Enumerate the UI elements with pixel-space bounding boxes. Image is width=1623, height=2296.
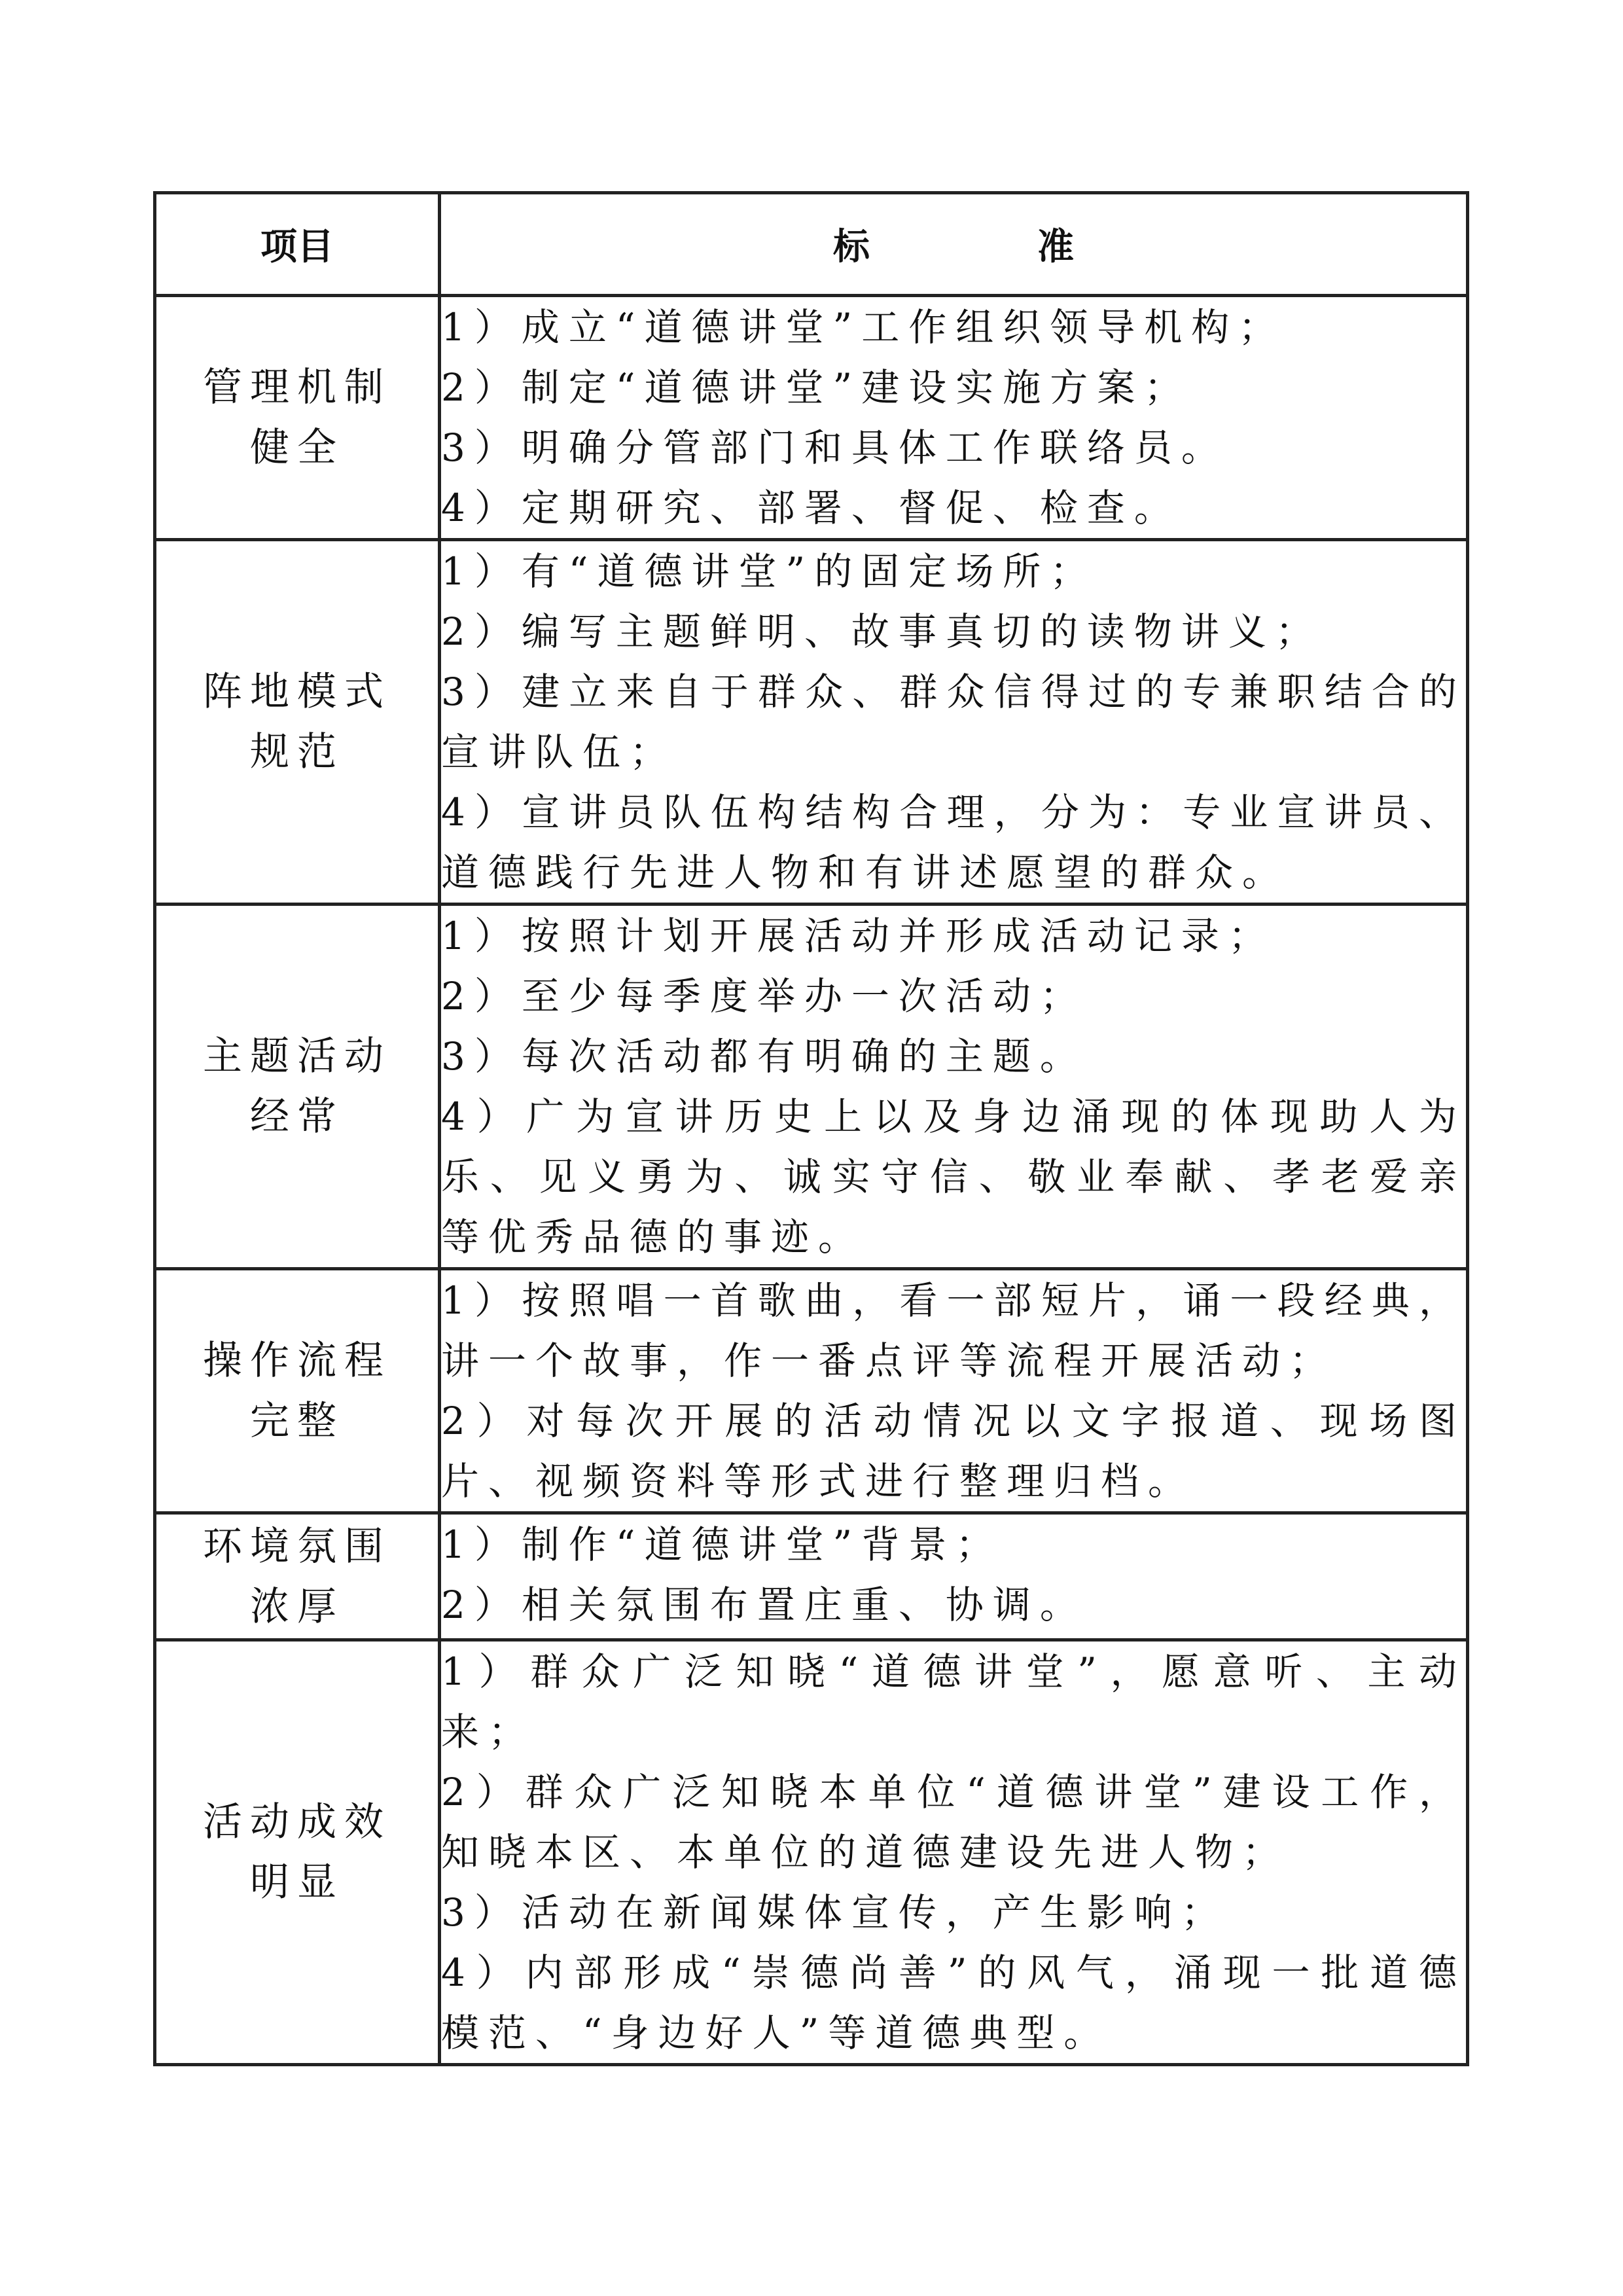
table-row	[155, 296, 1468, 540]
standard-clause: 3）建立来自于群众、群众信得过的专兼职结合的宣讲队伍；	[441, 670, 1466, 774]
standard-clause: 4）广为宣讲历史上以及身边涌现的体现助人为乐、见义勇为、诚实守信、敬业奉献、孝老爱亲等优秀品德的事迹。	[441, 1094, 1466, 1259]
standard-cell	[440, 296, 1468, 540]
standard-clause: 3）明确分管部门和具体工作联络员。	[441, 425, 1228, 470]
standard-clause: 2）制定“道德讲堂”建设实施方案；	[441, 365, 1192, 410]
standard-clause: 1）群众广泛知晓“道德讲堂”，愿意听、主动来；	[441, 1649, 1466, 1754]
standard-clause: 2）至少每季度举办一次活动；	[441, 974, 1087, 1018]
table-row	[155, 905, 1468, 1269]
item-cell: 操作流程 完整	[155, 1269, 440, 1513]
standard-cell	[440, 1640, 1468, 2065]
header-standard: 标 准	[440, 193, 1468, 296]
standard-clause: 2）群众广泛知晓本单位“道德讲堂”建设工作，知晓本区、本单位的道德建设先进人物；	[441, 1770, 1466, 1874]
table-row	[155, 1513, 1468, 1640]
standard-clause: 3）每次活动都有明确的主题。	[441, 1034, 1087, 1079]
standard-clause: 4）内部形成“崇德尚善”的风气，涌现一批道德模范、“身边好人”等道德典型。	[441, 1950, 1466, 2055]
table-row	[155, 1640, 1468, 2065]
header-item: 项目	[155, 193, 440, 296]
standard-clause: 3）活动在新闻媒体宣传，产生影响；	[441, 1890, 1228, 1935]
standard-cell	[440, 905, 1468, 1269]
standard-clause: 1）按照计划开展活动并形成活动记录；	[441, 914, 1275, 958]
standard-clause: 1）有“道德讲堂”的固定场所；	[441, 549, 1097, 594]
standard-clause: 4）定期研究、部署、督促、检查。	[441, 486, 1181, 530]
table-row	[155, 1269, 1468, 1513]
item-cell: 活动成效 明显	[155, 1640, 440, 2065]
standard-cell	[440, 540, 1468, 905]
item-cell: 管理机制 健全	[155, 296, 440, 540]
item-cell: 主题活动 经常	[155, 905, 440, 1269]
table-header-row	[155, 193, 1468, 296]
standard-cell	[440, 1269, 1468, 1513]
table-row	[155, 540, 1468, 905]
standard-clause: 2）对每次开展的活动情况以文字报道、现场图片、视频资料等形式进行整理归档。	[441, 1399, 1466, 1503]
item-cell: 环境氛围 浓厚	[155, 1513, 440, 1640]
standard-clause: 2）编写主题鲜明、故事真切的读物讲义；	[441, 609, 1323, 654]
standard-clause: 2）相关氛围布置庄重、协调。	[441, 1583, 1087, 1627]
standard-clause: 1）按照唱一首歌曲，看一部短片，诵一段经典，讲一个故事，作一番点评等流程开展活动；	[441, 1278, 1466, 1383]
standard-cell	[440, 1513, 1468, 1640]
standard-clause: 4）宣讲员队伍构结构合理，分为：专业宣讲员、道德践行先进人物和有讲述愿望的群众。	[441, 790, 1466, 895]
standards-table	[153, 191, 1469, 2066]
standard-clause: 1）成立“道德讲堂”工作组织领导机构；	[441, 305, 1286, 350]
item-cell: 阵地模式 规范	[155, 540, 440, 905]
standard-clause: 1）制作“道德讲堂”背景；	[441, 1522, 1003, 1567]
